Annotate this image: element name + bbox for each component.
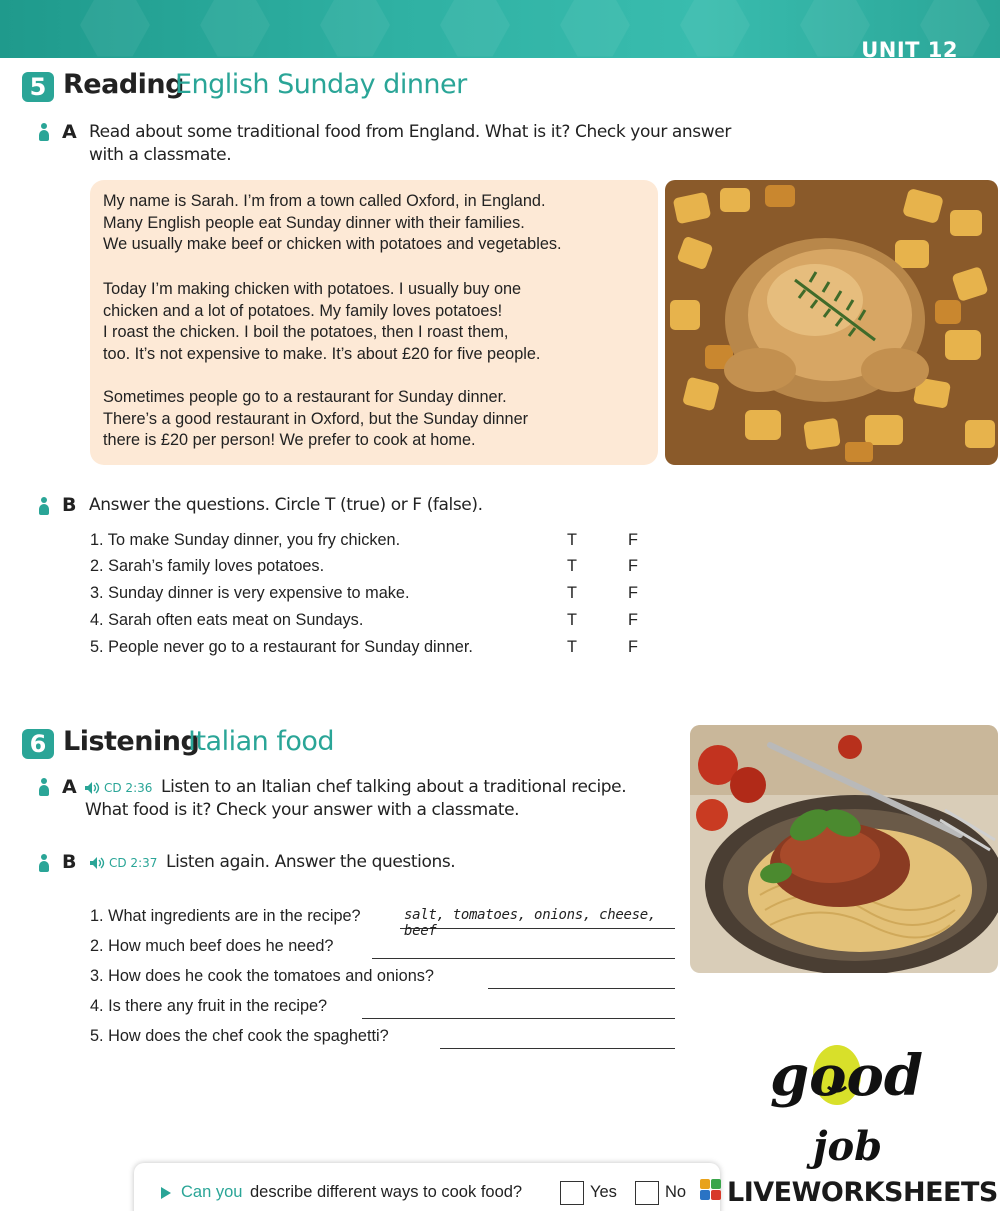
reading-paragraph-2: Today I’m making chicken with potatoes. I usually buy one chicken and a lot of potatoes. My family loves potatoes! I roast the chicken. I boil the potatoes, then I roast them, too. It’s not expensive to make. It’s about £20 for five people. — [103, 280, 541, 364]
answer-field[interactable] — [372, 939, 675, 959]
tf-question-row — [90, 557, 650, 579]
section-subtitle-listening: Italian food — [188, 726, 335, 757]
yes-checkbox[interactable] — [560, 1181, 584, 1205]
section-number-6: 6 — [22, 729, 54, 759]
section-title-listening: Listening — [63, 726, 200, 757]
tf-question-text: 5. People never go to a restaurant for Sunday dinner. — [90, 638, 473, 656]
pair-work-icon — [38, 854, 50, 872]
false-option[interactable]: F — [628, 584, 638, 602]
answer-field[interactable] — [488, 969, 675, 989]
no-checkbox[interactable] — [635, 1181, 659, 1205]
cd-track-label: CD 2:37 — [109, 856, 158, 870]
listening-part-b-instruction: Listen again. Answer the questions. — [166, 852, 456, 872]
answer-text: salt, tomatoes, onions, cheese, beef — [404, 907, 656, 939]
false-option[interactable]: F — [628, 557, 638, 575]
listening-question-row — [90, 937, 675, 961]
listening-part-a-letter: A — [62, 776, 77, 798]
tf-question-text: 4. Sarah often eats meat on Sundays. — [90, 611, 364, 629]
liveworksheets-logo-text[interactable]: LIVEWORKSHEETS — [727, 1177, 998, 1208]
header-band — [0, 0, 1000, 58]
part-b-letter: B — [62, 494, 77, 516]
cd-track-label: CD 2:36 — [104, 781, 153, 795]
answer-field[interactable] — [440, 1029, 675, 1049]
listening-part-b-letter: B — [62, 851, 77, 873]
answer-field[interactable] — [362, 999, 675, 1019]
reading-paragraph-1: My name is Sarah. I’m from a town called Oxford, in England. Many English people eat Sunday dinner with their families. We usually make beef or chicken with potatoes and vegetables. — [103, 192, 562, 254]
audio-icon[interactable] — [84, 781, 100, 795]
tf-question-row — [90, 611, 650, 633]
part-a-instruction-line1: Read about some traditional food from England. What is it? Check your answer — [89, 122, 731, 142]
part-b-instruction: Answer the questions. Circle T (true) or F (false). — [89, 495, 483, 515]
tf-question-text: 2. Sarah’s family loves potatoes. — [90, 557, 325, 575]
tf-question-row — [90, 638, 650, 660]
listening-part-a-line1: Listen to an Italian chef talking about a traditional recipe. — [161, 777, 627, 797]
play-arrow-icon — [160, 1187, 172, 1199]
tf-question-row — [90, 531, 650, 553]
self-check-question: describe different ways to cook food? — [250, 1183, 523, 1201]
reading-paragraph-3: Sometimes people go to a restaurant for Sunday dinner. There’s a good restaurant in Oxford, but the Sunday dinner there is £20 per person! We prefer to cook at home. — [103, 388, 529, 450]
part-a-letter: A — [62, 121, 77, 143]
section-title-reading: Reading — [63, 69, 184, 100]
tf-question-text: 3. Sunday dinner is very expensive to make. — [90, 584, 410, 602]
true-option[interactable]: T — [567, 611, 577, 629]
false-option[interactable]: F — [628, 531, 638, 549]
pair-work-icon — [38, 123, 50, 141]
listening-question-row — [90, 907, 675, 939]
true-option[interactable]: T — [567, 638, 577, 656]
listening-question-text: 3. How does he cook the tomatoes and onions? — [90, 967, 434, 985]
answer-field[interactable] — [400, 907, 675, 939]
tf-question-row — [90, 584, 650, 606]
false-option[interactable]: F — [628, 611, 638, 629]
true-option[interactable]: T — [567, 531, 577, 549]
part-a-instruction-line2: with a classmate. — [89, 145, 232, 165]
listening-question-text: 2. How much beef does he need? — [90, 937, 334, 955]
listening-part-a-line2: What food is it? Check your answer with a classmate. — [85, 800, 520, 820]
listening-question-row — [90, 997, 675, 1021]
false-option[interactable]: F — [628, 638, 638, 656]
listening-question-row — [90, 967, 675, 991]
good-job-sticker — [765, 1015, 925, 1170]
true-option[interactable]: T — [567, 557, 577, 575]
sticker-good-text: good — [770, 1043, 924, 1109]
yes-label: Yes — [590, 1183, 617, 1201]
section-subtitle-reading: English Sunday dinner — [175, 69, 467, 100]
sticker-job-text: job — [813, 1123, 883, 1170]
listening-question-text: 5. How does the chef cook the spaghetti? — [90, 1027, 389, 1045]
listening-question-text: 1. What ingredients are in the recipe? — [90, 907, 361, 925]
pair-work-icon — [38, 497, 50, 515]
listening-question-row — [90, 1027, 675, 1051]
tf-question-text: 1. To make Sunday dinner, you fry chicken. — [90, 531, 401, 549]
roast-chicken-photo — [665, 180, 998, 465]
true-option[interactable]: T — [567, 584, 577, 602]
audio-icon[interactable] — [89, 856, 105, 870]
pair-work-icon — [38, 778, 50, 796]
listening-question-text: 4. Is there any fruit in the recipe? — [90, 997, 328, 1015]
section-number-5: 5 — [22, 72, 54, 102]
liveworksheets-logo-icon — [700, 1179, 722, 1203]
spaghetti-photo — [690, 725, 998, 973]
unit-label: UNIT 12 — [861, 38, 958, 58]
no-label: No — [665, 1183, 687, 1201]
self-check-prefix: Can you — [181, 1183, 243, 1201]
